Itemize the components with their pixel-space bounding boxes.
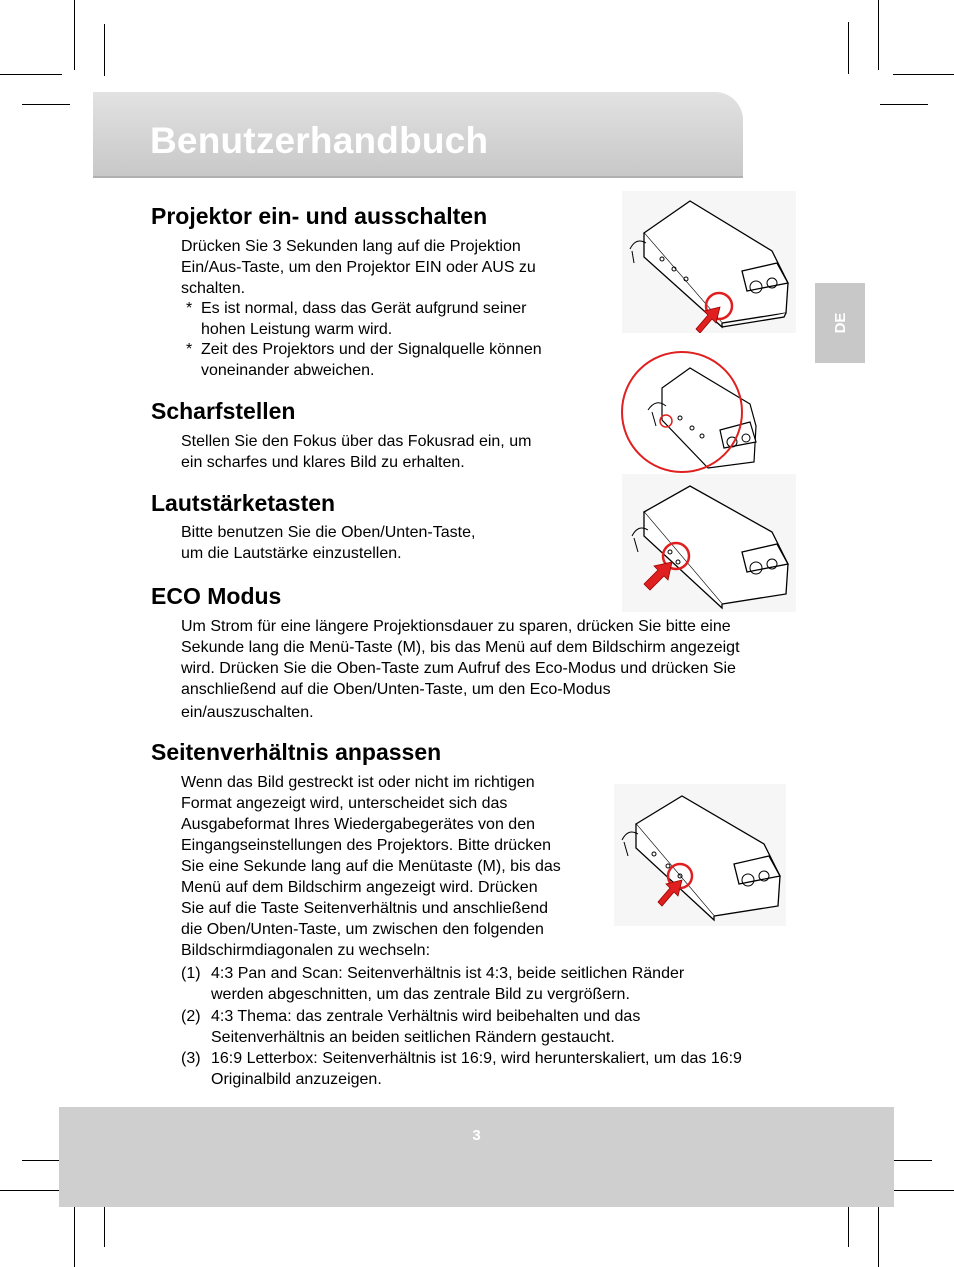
text-line: Sie auf die Taste Seitenverhältnis und anschließend xyxy=(181,900,549,917)
list-number: (3) xyxy=(181,1050,201,1067)
note-bullet: * xyxy=(186,300,193,317)
projector-aspect-button-illustration xyxy=(614,784,786,926)
text-line: Seitenverhältnis an beiden seitlichen Rändern gestaucht. xyxy=(211,1029,615,1046)
crop-mark xyxy=(0,74,62,75)
power-note-1 xyxy=(186,298,606,340)
text-line: Format angezeigt wird, unterscheidet sich das xyxy=(181,795,508,812)
crop-mark xyxy=(74,0,75,70)
aspect-option-3 xyxy=(181,1048,821,1090)
crop-mark xyxy=(893,74,954,75)
text-line: 4:3 Thema: das zentrale Verhältnis wird beibehalten und das xyxy=(211,1008,641,1025)
text-line: Ausgabeformat Ihres Wiedergabegerätes von den xyxy=(181,816,535,833)
text-line: ein scharfes und klares Bild zu erhalten. xyxy=(181,454,465,471)
crop-mark xyxy=(848,22,849,74)
projector-volume-button-illustration xyxy=(622,474,796,612)
projector-focus-wheel-illustration xyxy=(620,350,758,478)
projector-power-button-illustration xyxy=(622,191,796,333)
crop-mark xyxy=(878,0,879,70)
aspect-option-1 xyxy=(181,963,821,1005)
text-line: Menü auf dem Bildschirm angezeigt wird. Drücken xyxy=(181,879,538,896)
crop-mark xyxy=(0,1190,62,1191)
text-line: 4:3 Pan and Scan: Seitenverhältnis ist 4:3, beide seitlichen Ränder xyxy=(211,965,685,982)
page-footer xyxy=(59,1107,894,1207)
crop-mark xyxy=(22,104,70,105)
power-note-2 xyxy=(186,339,606,381)
section-heading-power: Projektor ein- und ausschalten xyxy=(151,203,488,229)
language-label: DE xyxy=(831,312,849,334)
crop-mark xyxy=(893,1190,954,1191)
text-line: Es ist normal, dass das Gerät aufgrund seiner xyxy=(201,300,527,317)
text-line: Ein/Aus-Taste, um den Projektor EIN oder AUS zu xyxy=(181,259,536,276)
aspect-paragraph xyxy=(181,772,611,961)
section-heading-eco: ECO Modus xyxy=(151,583,282,609)
language-tab xyxy=(815,283,865,363)
text-line: Zeit des Projektors und der Signalquelle können xyxy=(201,341,542,358)
text-line: wird. Drücken Sie die Oben-Taste zum Aufruf des Eco-Modus und drücken Sie xyxy=(181,660,736,677)
list-number: (2) xyxy=(181,1008,201,1025)
text-line: ein/auszuschalten. xyxy=(181,704,314,721)
section-heading-focus: Scharfstellen xyxy=(151,398,296,424)
power-paragraph xyxy=(181,236,601,299)
crop-mark xyxy=(104,24,105,76)
text-line: voneinander abweichen. xyxy=(201,362,375,379)
focus-paragraph xyxy=(181,431,601,473)
text-line: Eingangseinstellungen des Projektors. Bitte drücken xyxy=(181,837,551,854)
note-bullet: * xyxy=(186,341,193,358)
text-line: werden abgeschnitten, um das zentrale Bild zu vergrößern. xyxy=(211,986,630,1003)
text-line: Stellen Sie den Fokus über das Fokusrad ein, um xyxy=(181,433,532,450)
text-line: Bitte benutzen Sie die Oben/Unten-Taste, xyxy=(181,524,476,541)
text-line: anschließend auf die Oben/Unten-Taste, um den Eco-Modus xyxy=(181,681,611,698)
section-heading-aspect: Seitenverhältnis anpassen xyxy=(151,739,442,765)
eco-paragraph xyxy=(181,616,821,723)
text-line: hohen Leistung warm wird. xyxy=(201,321,393,338)
text-line: 16:9 Letterbox: Seitenverhältnis ist 16:9, wird herunterskaliert, um das 16:9 xyxy=(211,1050,742,1067)
text-line: Bildschirmdiagonalen zu wechseln: xyxy=(181,942,431,959)
volume-paragraph xyxy=(181,522,601,564)
text-line: Sie eine Sekunde lang auf die Menütaste (M), bis das xyxy=(181,858,561,875)
text-line: Wenn das Bild gestreckt ist oder nicht im richtigen xyxy=(181,774,535,791)
crop-mark xyxy=(878,1200,879,1267)
page-number: 3 xyxy=(472,1127,481,1144)
crop-mark xyxy=(880,104,928,105)
text-line: Sekunde lang die Menü-Taste (M), bis das Menü auf dem Bildschirm angezeigt xyxy=(181,639,740,656)
text-line: die Oben/Unten-Taste, um zwischen den folgenden xyxy=(181,921,544,938)
section-heading-volume: Lautstärketasten xyxy=(151,490,336,516)
page-title: Benutzerhandbuch xyxy=(150,120,489,161)
crop-mark xyxy=(74,1200,75,1267)
aspect-option-2 xyxy=(181,1006,821,1048)
list-number: (1) xyxy=(181,965,201,982)
text-line: Drücken Sie 3 Sekunden lang auf die Projektion xyxy=(181,238,521,255)
text-line: Um Strom für eine längere Projektionsdauer zu sparen, drücken Sie bitte eine xyxy=(181,618,731,635)
text-line: schalten. xyxy=(181,280,246,297)
text-line: Originalbild anzuzeigen. xyxy=(211,1071,382,1088)
text-line: um die Lautstärke einzustellen. xyxy=(181,545,402,562)
